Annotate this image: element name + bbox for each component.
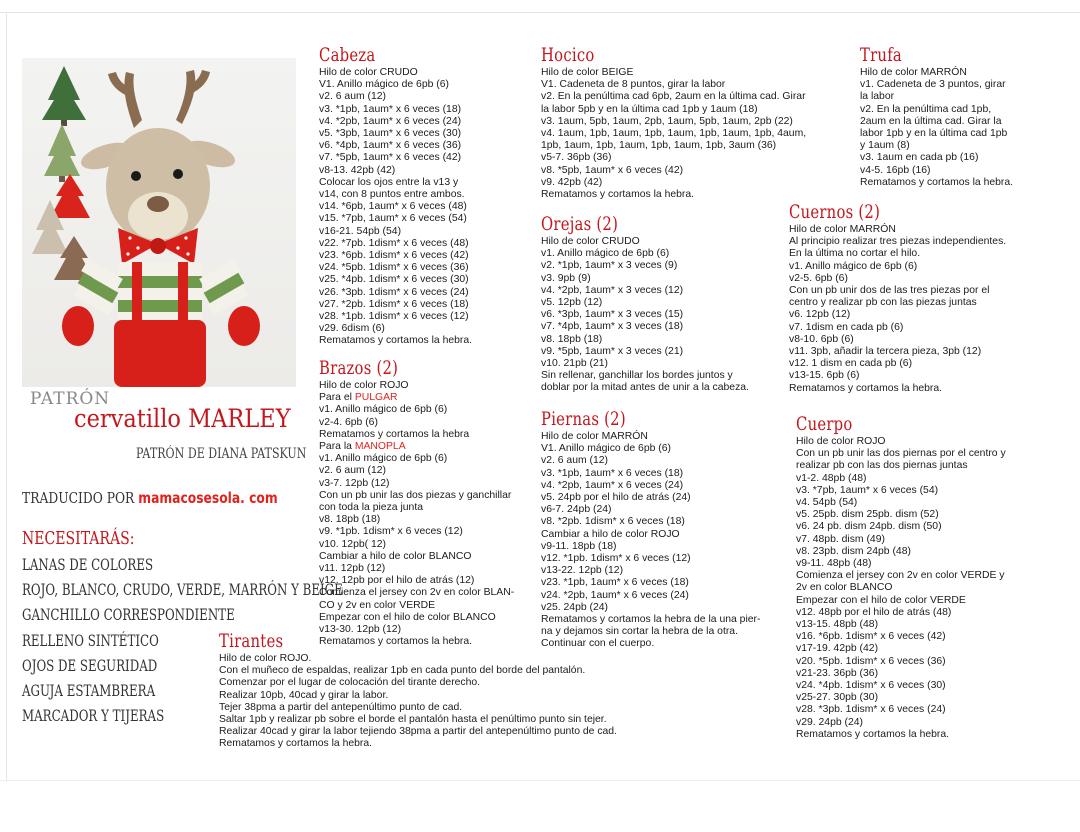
pattern-line: Cambiar a hilo de color ROJO: [541, 528, 680, 540]
pattern-line: v9. *5pb, 1aum* x 3 veces (21): [541, 345, 684, 357]
pattern-line: Con un pb unir dos de las tres piezas por el: [789, 285, 990, 297]
pattern-line: V1. Cadeneta de 8 puntos, girar la labor: [541, 79, 726, 91]
pattern-line: v5. *3pb, 1aum* x 6 veces (30): [319, 128, 462, 140]
pattern-line: v7. *4pb, 1aum* x 3 veces (18): [541, 321, 684, 333]
pattern-line: Rematamos y cortamos la hebra.: [796, 728, 950, 740]
pattern-line: v28. *1pb. 1dism* x 6 veces (12): [319, 311, 469, 323]
pattern-line: v12. 1 dism en cada pb (6): [789, 358, 913, 370]
translated-prefix: TRADUCIDO POR: [22, 489, 135, 507]
pattern-line: v7. 1dism en cada pb (6): [789, 321, 904, 333]
section-hocico: [541, 44, 806, 201]
pattern-line: v2. *1pb, 1aum* x 3 veces (9): [541, 260, 678, 272]
pattern-line: v16-21. 54pb (54): [319, 225, 402, 237]
pattern-line: Rematamos y cortamos la hebra.: [319, 335, 473, 347]
pulgar-line: [319, 392, 514, 404]
material-item: OJOS DE SEGURIDAD: [22, 655, 158, 675]
pattern-line: v29. 24pb (24): [796, 716, 864, 728]
pattern-line: v14. *6pb, 1aum* x 6 veces (48): [319, 201, 467, 213]
pattern-line: v8-10. 6pb (6): [789, 333, 854, 345]
suspender-left: [132, 262, 142, 324]
pattern-line: v3. 1aum en cada pb (16): [860, 152, 979, 164]
pattern-line: v12. *1pb. 1dism* x 6 veces (12): [541, 553, 691, 565]
pattern-line: Hilo de color BEIGE: [541, 67, 634, 78]
pattern-line: v2. En la penúltima cad 1pb,: [860, 103, 992, 115]
pattern-line: realizar pb con las dos piernas juntas: [796, 460, 968, 472]
pattern-line: v8. 18pb (18): [319, 514, 381, 526]
pattern-line: v2. 6 aum (12): [319, 91, 386, 103]
pattern-line: v11. 12pb (12): [319, 563, 386, 575]
pattern-line: v2-4. 6pb (6): [319, 416, 378, 428]
materials-title: NECESITARÁS:: [22, 528, 135, 549]
pattern-line: v25-27. 30pb (30): [796, 692, 879, 704]
pattern-line: Sin rellenar, ganchillar los bordes juntos y: [541, 370, 733, 382]
pattern-line: Comenzar por el lugar de colocación del tirante derecho.: [219, 677, 481, 689]
author-credit: PATRÓN DE DIANA PATSKUN: [136, 446, 307, 462]
pattern-line: v13-15. 6pb (6): [789, 370, 860, 382]
pattern-line: Hilo de color CRUDO: [541, 236, 640, 247]
brazos-lines-b: [319, 404, 514, 441]
pattern-line: Hilo de color ROJO: [319, 380, 409, 391]
pattern-line: Rematamos y cortamos la hebra: [319, 428, 470, 440]
pattern-line: Rematamos y cortamos la hebra.: [789, 382, 943, 394]
brazos-lines-a: [319, 380, 514, 392]
pattern-line: v8-13. 42pb (42): [319, 164, 396, 176]
pattern-line: v9-11. 18pb (18): [541, 540, 617, 552]
pattern-line: v7. 48pb. dism (49): [796, 533, 885, 545]
section-title-cabeza: Cabeza: [319, 44, 376, 66]
pattern-line: Empezar con el hilo de color BLANCO: [319, 611, 496, 623]
material-item: LANAS DE COLORES: [22, 555, 154, 574]
pattern-line: v2. 6 aum (12): [319, 465, 386, 477]
pattern-line: v13-15. 48pb (48): [796, 619, 879, 631]
pattern-line: v3. *1pb, 1aum* x 6 veces (18): [541, 467, 684, 479]
pattern-line: v13-30. 12pb (12): [319, 624, 402, 636]
section-title-orejas: Orejas (2): [541, 213, 619, 235]
pattern-line: V1. Anillo mágico de 6pb (6): [319, 79, 449, 91]
pattern-line: v1-2. 48pb (48): [796, 472, 867, 484]
pattern-line: v13-22. 12pb (12): [541, 565, 624, 577]
cuernos-lines: [789, 224, 1006, 395]
pattern-line: Con el muñeco de espaldas, realizar 1pb en cada punto del borde del pantalón.: [219, 665, 586, 677]
pattern-line: v6. *3pb, 1aum* x 3 veces (15): [541, 309, 684, 321]
pattern-line: v28. *3pb. 1dism* x 6 veces (24): [796, 704, 946, 716]
section-title-cuernos: Cuernos (2): [789, 201, 881, 223]
nose: [147, 196, 169, 212]
pattern-line: Tejer 38pma a partir del antepenúltimo punto de cad.: [219, 701, 463, 713]
pattern-line: 2aum en la última cad. Girar la: [860, 115, 1002, 127]
pattern-line: Hilo de color ROJO: [796, 436, 886, 447]
pattern-line: v23. *6pb. 1dism* x 6 veces (42): [319, 250, 469, 262]
pattern-line: Saltar 1pb y realizar pb sobre el borde el pantalón hasta el penúltimo punto sin tejer.: [219, 714, 607, 726]
top-divider: [0, 12, 1080, 13]
pattern-line: v2-5. 6pb (6): [789, 272, 848, 284]
pattern-line: En la última no cortar el hilo.: [789, 248, 921, 260]
pattern-line: centro y realizar pb con las piezas juntas: [789, 297, 977, 309]
pattern-line: v25. 24pb (24): [541, 601, 609, 613]
section-piernas: [541, 408, 760, 651]
pattern-line: labor 1pb y en la última cad 1pb: [860, 128, 1008, 140]
pattern-line: v4. *2pb, 1aum* x 3 veces (12): [541, 284, 684, 296]
section-title-cuerpo: Cuerpo: [796, 413, 853, 435]
pattern-line: y 1aum (8): [860, 140, 910, 152]
pattern-line: v2. En la penúltima cad 6pb, 2aum en la última cad. Girar: [541, 91, 806, 103]
pattern-line: v1. Anillo mágico de 6pb (6): [319, 453, 448, 465]
pattern-line: 2v en color BLANCO: [796, 582, 893, 594]
right-eye: [173, 169, 183, 179]
pattern-line: v5. 12pb (12): [541, 297, 603, 309]
pattern-line: v26. *3pb. 1dism* x 6 veces (24): [319, 286, 469, 298]
section-title-hocico: Hocico: [541, 44, 595, 66]
pattern-line: Rematamos y cortamos la hebra.: [860, 176, 1014, 188]
pattern-line: v5. 25pb. dism 25pb. dism (52): [796, 509, 939, 521]
section-title-piernas: Piernas (2): [541, 408, 626, 430]
pattern-line: v24. *5pb. 1dism* x 6 veces (36): [319, 262, 469, 274]
material-item: GANCHILLO CORRESPONDIENTE: [22, 605, 235, 625]
pattern-line: v24. *2pb, 1aum* x 6 veces (24): [541, 589, 689, 601]
suspender-right: [178, 262, 188, 324]
pattern-line: la labor: [860, 91, 895, 103]
pattern-line: doblar por la mitad antes de unir a la cabeza.: [541, 382, 749, 394]
pattern-line: v2. 6 aum (12): [541, 455, 608, 467]
pattern-line: v27. *2pb. 1dism* x 6 veces (18): [319, 298, 469, 310]
pattern-line: v14, con 8 puntos entre ambos.: [319, 189, 465, 201]
pattern-line: v3-7. 12pb (12): [319, 477, 390, 489]
pattern-line: v10. 21pb (21): [541, 358, 609, 370]
pattern-line: v3. *1pb, 1aum* x 6 veces (18): [319, 103, 462, 115]
pattern-line: v15. *7pb, 1aum* x 6 veces (54): [319, 213, 467, 225]
trufa-lines: [860, 67, 1013, 189]
pattern-line: v4. *2pb, 1aum* x 6 veces (24): [319, 115, 462, 127]
pattern-line: Realizar 10pb, 40cad y girar la labor.: [219, 689, 389, 701]
brazos-lines-c: [319, 453, 514, 648]
material-item: MARCADOR Y TIJERAS: [22, 706, 165, 726]
pattern-line: v9. *1pb. 1dism* x 6 veces (12): [319, 526, 463, 538]
patron-label: PATRÓN: [30, 389, 111, 409]
cabeza-lines: [319, 67, 472, 348]
antlers: [108, 70, 210, 128]
manopla-line: [319, 441, 514, 453]
pattern-line: v8. 23pb. dism 24pb (48): [796, 545, 911, 557]
pattern-line: v6-7. 24pb (24): [541, 504, 612, 516]
pattern-line: v1. Anillo mágico de 6pb (6): [789, 260, 918, 272]
pattern-line: v6. *4pb, 1aum* x 6 veces (36): [319, 140, 462, 152]
piernas-lines: [541, 431, 760, 651]
pattern-line: Al principio realizar tres piezas independientes.: [789, 236, 1007, 248]
pattern-line: Rematamos y cortamos la hebra.: [219, 738, 373, 750]
pattern-line: Hilo de color MARRÓN: [789, 224, 896, 235]
pattern-line: v3. *7pb, 1aum* x 6 veces (54): [796, 484, 939, 496]
hocico-lines: [541, 67, 806, 201]
pattern-line: v8. 18pb (18): [541, 333, 603, 345]
pattern-line: v12. 12pb por el hilo de atrás (12): [319, 575, 475, 587]
pattern-line: Con un pb unir las dos piezas y ganchillar: [319, 489, 512, 501]
section-title-brazos: Brazos (2): [319, 357, 399, 379]
pattern-line: v22. *7pb. 1dism* x 6 veces (48): [319, 237, 469, 249]
bottom-divider: [0, 780, 1080, 781]
material-item: RELLENO SINTÉTICO: [22, 630, 159, 650]
pattern-line: v1. Anillo mágico de 6pb (6): [319, 404, 448, 416]
section-title-tirantes: Tirantes: [219, 630, 284, 652]
pattern-line: v4-5. 16pb (16): [860, 164, 931, 176]
pattern-line: Rematamos y cortamos la hebra.: [319, 636, 473, 648]
left-divider: [6, 12, 7, 782]
pattern-line: con toda la pieza junta: [319, 502, 423, 514]
pattern-line: 1pb, 1aum, 1pb, 1aum, 1pb, 1aum, 1pb, 3aum (36): [541, 140, 777, 152]
section-cabeza: [319, 44, 472, 348]
pattern-line: v20. *5pb. 1dism* x 6 veces (36): [796, 655, 946, 667]
pattern-line: v21-23. 36pb (36): [796, 667, 879, 679]
pattern-line: v11. 3pb, añadir la tercera pieza, 3pb (12): [789, 346, 982, 358]
pattern-line: v5. 24pb por el hilo de atrás (24): [541, 492, 691, 504]
pattern-line: Cambiar a hilo de color BLANCO: [319, 550, 472, 562]
pattern-line: v3. 1aum, 5pb, 1aum, 2pb, 1aum, 5pb, 1aum, 2pb (22): [541, 115, 793, 127]
pattern-line: CO y 2v en color VERDE: [319, 599, 436, 611]
christmas-trees-decoration: [32, 66, 94, 280]
pattern-line: v9. 42pb (42): [541, 176, 603, 188]
pattern-line: v24. *4pb. 1dism* x 6 veces (30): [796, 680, 946, 692]
pulgar-word: PULGAR: [354, 392, 398, 404]
section-orejas: [541, 213, 749, 395]
pattern-line: Con un pb unir las dos piernas por el centro y: [796, 448, 1006, 460]
pattern-line: Colocar los ojos entre la v13 y: [319, 176, 459, 188]
section-cuernos: [789, 201, 1006, 395]
pattern-line: Hilo de color CRUDO: [319, 67, 418, 78]
material-item: AGUJA ESTAMBRERA: [22, 681, 156, 701]
orejas-lines: [541, 236, 749, 395]
left-eye: [131, 171, 141, 181]
reindeer-illustration: [22, 58, 296, 387]
red-pants: [114, 320, 206, 387]
pattern-line: v1. Cadeneta de 3 puntos, girar: [860, 79, 1006, 91]
pattern-line: Continuar con el cuerpo.: [541, 638, 655, 650]
pattern-line: v5-7. 36pb (36): [541, 152, 612, 164]
pattern-line: v4. 54pb (54): [796, 497, 858, 509]
pattern-line: v23. *1pb, 1aum* x 6 veces (18): [541, 577, 689, 589]
striped-sweater: [118, 262, 202, 322]
pattern-line: v1. Anillo mágico de 6pb (6): [541, 248, 670, 260]
pattern-line: v16. *6pb. 1dism* x 6 veces (42): [796, 631, 946, 643]
pattern-line: v4. 1aum, 1pb, 1aum, 1pb, 1aum, 1pb, 1aum, 1pb, 4aum,: [541, 128, 807, 140]
pattern-line: v10. 12pb( 12): [319, 538, 387, 550]
manopla-prefix: Para la: [319, 441, 355, 453]
pattern-line: v8. *5pb, 1aum* x 6 veces (42): [541, 164, 684, 176]
manopla-word: MANOPLA: [354, 441, 406, 453]
pattern-line: v29. 6dism (6): [319, 323, 385, 335]
pattern-line: v6. 12pb (12): [789, 309, 851, 321]
pattern-line: v7. *5pb, 1aum* x 6 veces (42): [319, 152, 462, 164]
pattern-name: cervatillo MARLEY: [74, 404, 291, 433]
translator-site-link[interactable]: mamacosesola. com: [138, 489, 278, 507]
pattern-line: V1. Anillo mágico de 6pb (6): [541, 443, 671, 455]
pattern-line: v12. 48pb por el hilo de atrás (48): [796, 606, 952, 618]
section-title-trufa: Trufa: [860, 44, 903, 66]
pattern-line: Rematamos y cortamos la hebra.: [541, 189, 695, 201]
pulgar-prefix: Para el: [319, 392, 355, 404]
cuerpo-lines: [796, 436, 1006, 741]
section-cuerpo: [796, 413, 1006, 741]
pattern-line: la labor 5pb y en la última cad 1pb y 1aum (18): [541, 103, 758, 115]
pattern-line: Comienza el jersey con 2v en color BLAN-: [319, 587, 515, 599]
pattern-line: Hilo de color ROJO.: [219, 653, 312, 664]
pattern-line: na y dejamos sin cortar la hebra de la otra.: [541, 626, 738, 638]
reindeer-photo: [22, 58, 296, 387]
translation-credit: [22, 489, 278, 507]
pattern-line: Hilo de color MARRÓN: [860, 67, 967, 78]
pattern-line: v8. *2pb. 1dism* x 6 veces (18): [541, 516, 685, 528]
section-trufa: [860, 44, 1013, 189]
pattern-line: v4. *2pb, 1aum* x 6 veces (24): [541, 479, 684, 491]
pattern-line: v9-11. 48pb (48): [796, 558, 872, 570]
pattern-line: v3. 9pb (9): [541, 272, 591, 284]
pattern-line: Realizar 40cad y girar la labor tejiendo 38pma a partir del antepenúltimo punto de cad.: [219, 726, 617, 738]
pattern-line: v6. 24 pb. dism 24pb. dism (50): [796, 521, 942, 533]
pattern-line: Rematamos y cortamos la hebra de la una pier-: [541, 614, 761, 626]
pattern-line: v17-19. 42pb (42): [796, 643, 879, 655]
pattern-line: Comienza el jersey con 2v en color VERDE y: [796, 570, 1005, 582]
material-item: ROJO, BLANCO, CRUDO, VERDE, MARRÓN Y BEIGE: [22, 580, 343, 600]
pattern-line: v25. *4pb. 1dism* x 6 veces (30): [319, 274, 469, 286]
section-brazos: [319, 357, 514, 648]
tirantes-lines: [219, 653, 617, 751]
pattern-line: Empezar con el hilo de color VERDE: [796, 594, 966, 606]
pattern-line: Hilo de color MARRÓN: [541, 431, 648, 442]
